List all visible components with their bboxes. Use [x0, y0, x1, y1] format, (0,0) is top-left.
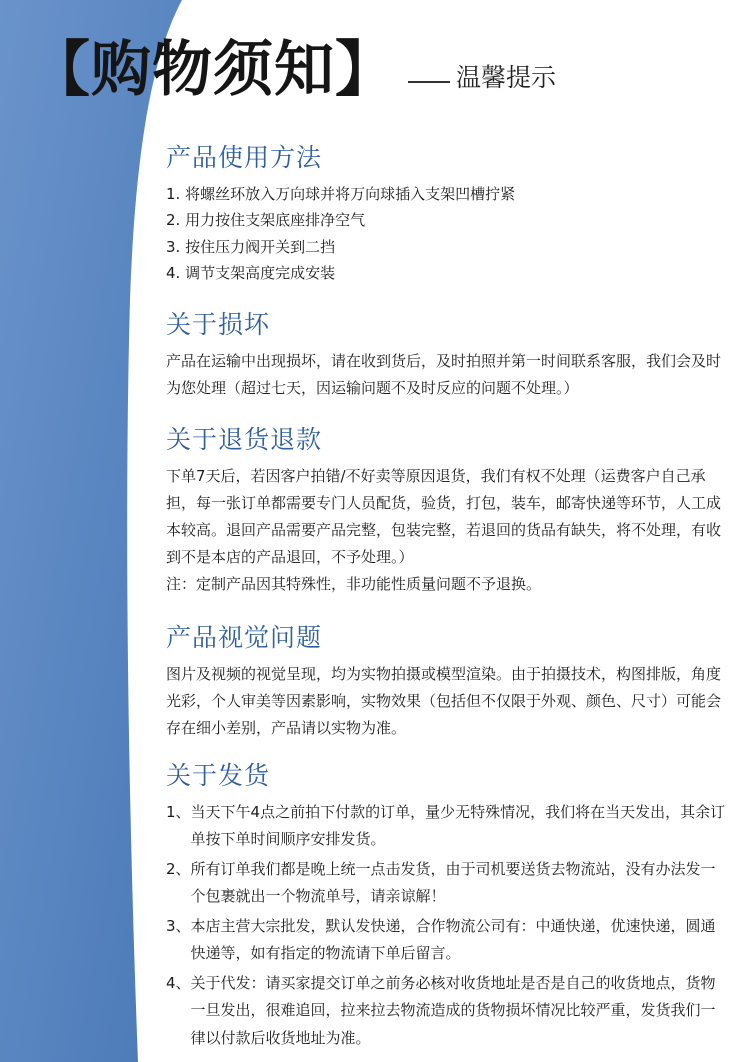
section-shipping	[166, 760, 726, 1054]
section-damage	[166, 309, 726, 402]
header	[30, 35, 557, 105]
section-note: 注：定制产品因其特殊性，非功能性质量问题不予退换。	[166, 574, 542, 593]
list-item	[166, 799, 726, 854]
list-item: 1. 将螺丝环放入万向球并将万向球插入支架凹槽拧紧	[166, 184, 516, 203]
section-title: 关于退货退款	[166, 425, 323, 454]
subtitle-dash	[408, 81, 450, 83]
item-text: 关于代发：请买家提交订单之前务必核对收货地址是否是自己的收货地点，货物一旦发出，很难追回，拉来拉去物流造成的货物损坏情况比较严重，发货我们一律以付款后收货地址为准。	[190, 973, 716, 1047]
list-item	[166, 856, 726, 911]
list-item	[166, 913, 726, 968]
item-text: 当天下午4点之前拍下付款的订单，量少无特殊情况，我们将在当天发出，其余订单按下单时间顺序安排发货。	[190, 802, 726, 848]
section-returns	[166, 424, 726, 598]
page-subtitle: 温馨提示	[456, 63, 557, 92]
list-item: 4. 调节支架高度完成安装	[166, 264, 336, 282]
item-text: 本店主营大宗批发，默认发快递，合作物流公司有：中通快递，优速快递，圆通快递等，如有指定的物流请下单后留言。	[190, 916, 716, 962]
item-number: 4、	[166, 973, 191, 992]
item-text: 所有订单我们都是晚上统一点击发货，由于司机要送货去物流站，没有办法发一个包裹就出一个物流单号，请亲谅解！	[190, 859, 716, 905]
list-item: 3. 按住压力阀开关到二挡	[166, 237, 336, 256]
section-usage	[166, 142, 726, 287]
section-visual	[166, 622, 726, 742]
section-body: 产品在运输中出现损坏，请在收到货后，及时拍照并第一时间联系客服，我们会及时为您处理（超过七天，因运输问题不及时反应的问题不处理。）	[166, 351, 722, 397]
section-body: 下单7天后，若因客户拍错/不好卖等原因退货，我们有权不处理（运费客户自己承担，每一张订单都需要专门人员配货，验货，打包，装车，邮寄快递等环节，人工成本较高。退回产品需要产品完整，包装完整，若退回的货品有缺失，将不处理，有收到不是本店的产品退回，不予处理。）	[166, 466, 722, 566]
section-body: 图片及视频的视觉呈现，均为实物拍摄或模型渲染。由于拍摄技术，构图排版，角度光彩，个人审美等因素影响，实物效果（包括但不仅限于外观、颜色、尺寸）可能会存在细小差别，产品请以实物为准。	[166, 664, 722, 737]
section-title: 关于损坏	[166, 310, 271, 339]
section-title: 产品使用方法	[166, 143, 323, 172]
item-number: 2、	[166, 859, 191, 878]
section-title: 产品视觉问题	[166, 623, 323, 652]
page-title: 【购物须知】	[30, 35, 396, 105]
list-item	[166, 970, 726, 1053]
item-number: 3、	[166, 916, 191, 935]
item-number: 1、	[166, 802, 191, 821]
list-item: 2. 用力按住支架底座排净空气	[166, 211, 366, 229]
section-title: 关于发货	[166, 761, 271, 790]
